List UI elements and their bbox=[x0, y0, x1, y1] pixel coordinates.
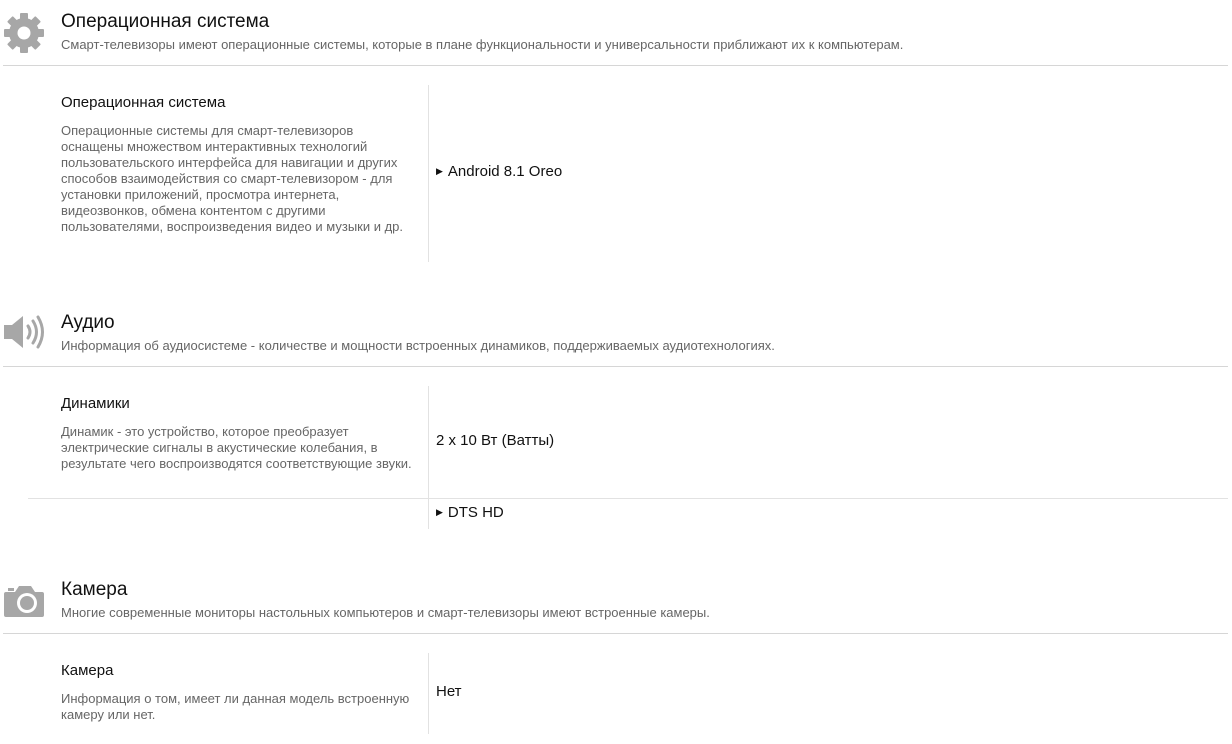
spec-description: Операционные системы для смарт-телевизоров оснащены множеством интерактивных технологий пользовательского интерфейса для навигации и других способов взаимодействия со смарт-телевизором - для установки приложений, просмотра интернета, видеозвонков, обмена контентом с другими пользователями, воспроизведения видео и музыки и др. bbox=[61, 123, 404, 234]
spec-description: Динамик - это устройство, которое преобразует электрические сигналы в акустические колебания, в результате чего воспроизводятся соответствующие звуки. bbox=[61, 424, 412, 471]
section-title: Аудио bbox=[61, 312, 115, 333]
section-header-audio bbox=[3, 301, 1228, 367]
spec-row-camera bbox=[28, 653, 1228, 734]
spec-value[interactable] bbox=[436, 504, 504, 521]
spec-value: Нет bbox=[436, 683, 462, 700]
section-title: Камера bbox=[61, 579, 128, 600]
spec-row-speakers bbox=[28, 386, 1228, 498]
section-header-os bbox=[3, 0, 1228, 66]
spec-value-text: Android 8.1 Oreo bbox=[447, 163, 563, 180]
section-description: Информация об аудиосистеме - количестве и мощности встроенных динамиков, поддерживаемых аудиотехнологиях. bbox=[61, 338, 775, 353]
spec-name: Камера bbox=[61, 662, 114, 679]
section-title: Операционная система bbox=[61, 11, 270, 32]
spec-value: 2 x 10 Вт (Ватты) bbox=[436, 432, 555, 449]
triangle-right-icon: ▶ bbox=[436, 166, 443, 176]
spec-value[interactable] bbox=[436, 163, 562, 180]
spec-description: Информация о том, имеет ли данная модель встроенную камеру или нет. bbox=[61, 691, 410, 722]
gear-icon bbox=[3, 12, 45, 54]
column-divider bbox=[428, 386, 429, 498]
spec-value-text: DTS HD bbox=[447, 504, 504, 521]
spec-row-os bbox=[28, 85, 1228, 262]
column-divider bbox=[428, 499, 429, 529]
speaker-icon bbox=[3, 311, 45, 353]
section-description: Многие современные мониторы настольных компьютеров и смарт-телевизоры имеют встроенные камеры. bbox=[61, 605, 710, 620]
camera-icon bbox=[3, 580, 45, 622]
spec-name: Динамики bbox=[61, 395, 130, 412]
column-divider bbox=[428, 653, 429, 734]
spec-name: Операционная система bbox=[61, 94, 226, 111]
section-description: Смарт-телевизоры имеют операционные системы, которые в плане функциональности и универсальности приближают их к компьютерам. bbox=[61, 37, 904, 52]
column-divider bbox=[428, 85, 429, 262]
triangle-right-icon: ▶ bbox=[436, 507, 443, 517]
section-header-camera bbox=[3, 568, 1228, 634]
spec-row-audio-tech bbox=[28, 499, 1228, 529]
